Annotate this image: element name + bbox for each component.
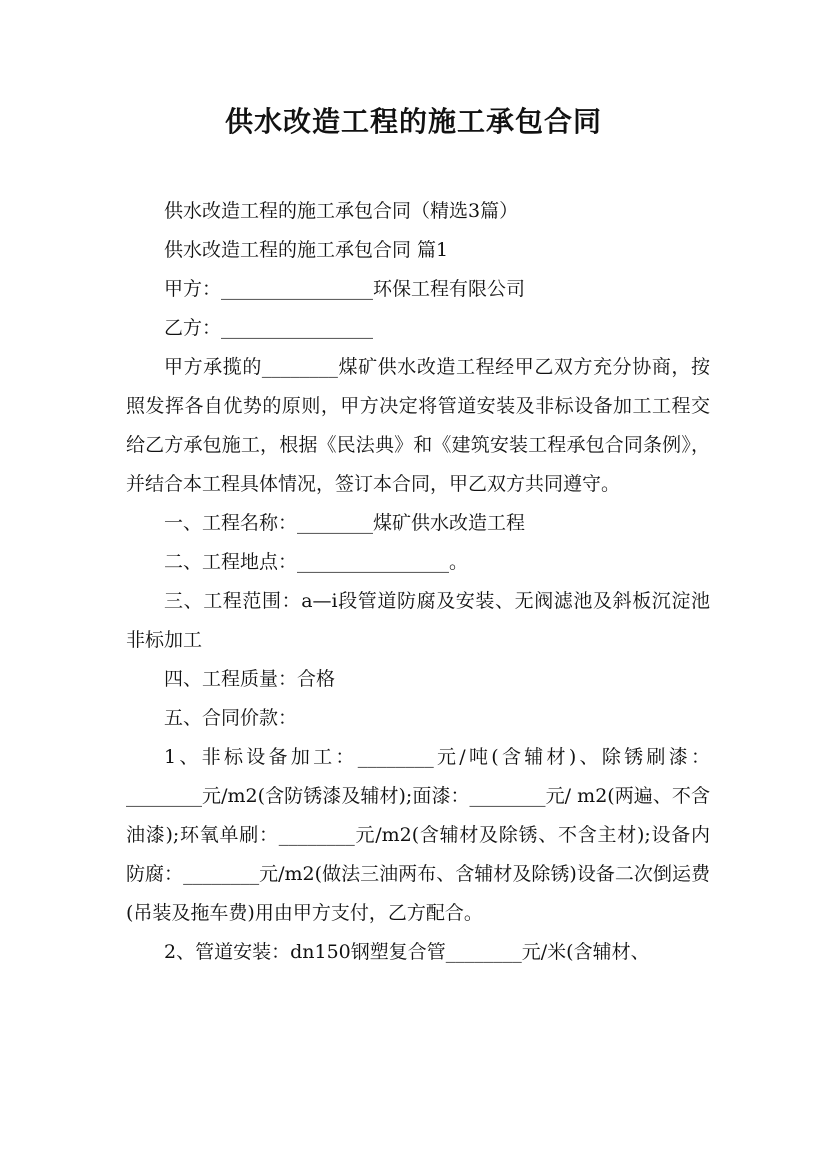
- document-title: 供水改造工程的施工承包合同: [224, 105, 602, 138]
- paragraph-project-scope: 三、工程范围：a—i段管道防腐及安装、无阀滤池及斜板沉淀池非标加工: [126, 590, 710, 651]
- paragraph-preamble: 甲方承揽的________煤矿供水改造工程经甲乙双方充分协商，按照发挥各自优势的原则，甲方决定将管道安装及非标设备加工工程交给乙方承包施工，根据《民法典》和《建筑安装工程承包合同条例》，并结合本工程具体情况，签订本合同，甲乙双方共同遵守。: [126, 356, 710, 495]
- paragraph-project-name: 一、工程名称：________煤矿供水改造工程: [164, 512, 526, 534]
- paragraph-project-quality: 四、工程质量：合格: [164, 668, 336, 690]
- document-body: [126, 192, 710, 972]
- paragraph-party-a: 甲方：________________环保工程有限公司: [164, 278, 526, 300]
- paragraph-subtitle: 供水改造工程的施工承包合同（精选3篇）: [164, 200, 519, 222]
- paragraph-section-heading: 供水改造工程的施工承包合同 篇1: [164, 239, 449, 261]
- paragraph-party-b: 乙方：________________: [164, 317, 374, 339]
- paragraph-price-item-2: 2、管道安装：dn150钢塑复合管________元/米(含辅材、: [164, 941, 650, 963]
- paragraph-contract-price: 五、合同价款：: [164, 707, 298, 729]
- paragraph-project-location: 二、工程地点：________________。: [164, 551, 469, 573]
- paragraph-price-item-1: 1、非标设备加工：________元/吨(含辅材)、除锈刷漆：________元/m2(含防锈漆及辅材);面漆：________元/ m2(两遍、不含油漆);环氧单刷：________元/m2(含辅材及除锈、不含主材);设备内防腐：________元/m2(做法三油两布、含辅材及除锈)设备二次倒运费(吊装及拖车费)用由甲方支付，乙方配合。: [126, 746, 710, 924]
